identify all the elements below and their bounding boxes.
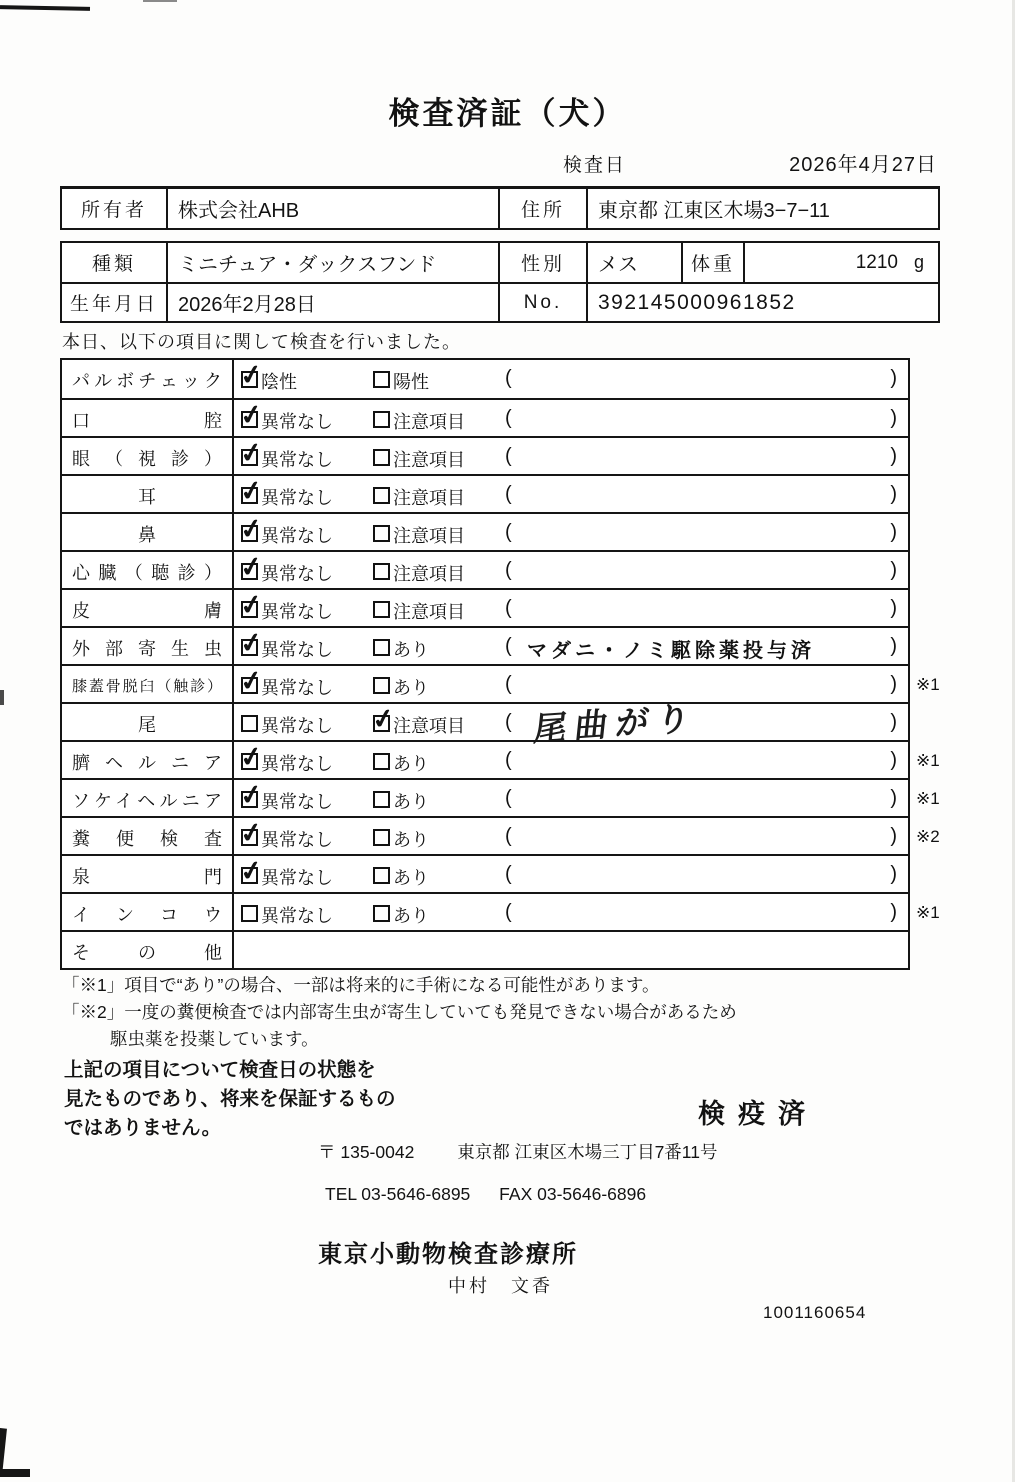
handwritten-note: 尾曲がり bbox=[532, 699, 700, 748]
birthdate-value: 2026年2月28日 bbox=[166, 284, 498, 321]
checklist-row-label: その他 bbox=[62, 932, 234, 968]
paren-close: ) bbox=[890, 597, 897, 619]
clinic-address: 東京都 江東区木場三丁目7番11号 bbox=[457, 1142, 718, 1162]
option2-label: あり bbox=[393, 830, 429, 850]
option2-label: 注意項目 bbox=[393, 716, 465, 736]
serial-number: 1001160654 bbox=[763, 1303, 867, 1322]
examiner-name: 中村 文香 bbox=[448, 1276, 553, 1296]
option2-label: あり bbox=[393, 678, 429, 698]
checklist-row-label: 耳 bbox=[62, 476, 234, 512]
checklist-row bbox=[62, 664, 940, 702]
option1-label: 異常なし bbox=[261, 868, 333, 888]
inspection-date-value: 2026年4月27日 bbox=[789, 154, 937, 176]
option1-label: 異常なし bbox=[261, 602, 333, 622]
checklist-row bbox=[62, 699, 908, 748]
checklist-table bbox=[60, 358, 940, 970]
option1-checkbox bbox=[241, 449, 258, 466]
option2-checkbox bbox=[373, 829, 390, 846]
option2-checkbox bbox=[373, 867, 390, 884]
option1-checkbox bbox=[241, 791, 258, 808]
sex-label: 性別 bbox=[498, 243, 586, 282]
option1-label: 異常なし bbox=[261, 412, 333, 432]
option1-checkbox bbox=[241, 371, 258, 388]
paren-close: ) bbox=[890, 559, 897, 581]
paren-open: ( bbox=[505, 407, 512, 429]
checklist-row-label: 眼（視診） bbox=[62, 438, 234, 474]
option1-label: 異常なし bbox=[261, 754, 333, 774]
option2-checkbox bbox=[373, 601, 390, 618]
option2-checkbox bbox=[373, 525, 390, 542]
pet-info-table bbox=[60, 241, 940, 323]
row-footnote-ref: ※2 bbox=[916, 827, 940, 846]
checklist-row-label: パルボチェック bbox=[62, 360, 234, 398]
checklist-row-label: 膝蓋骨脱臼（触診） bbox=[62, 666, 234, 702]
scan-artifact bbox=[0, 690, 4, 705]
checklist-row-label: 泉門 bbox=[62, 856, 234, 892]
disclaimer bbox=[64, 1056, 396, 1143]
footnotes bbox=[62, 972, 737, 1053]
checklist-row-label: 鼻 bbox=[62, 514, 234, 550]
checklist-row bbox=[62, 740, 940, 778]
checklist-row-label: 臍ヘルニア bbox=[62, 742, 234, 778]
option2-checkbox bbox=[373, 715, 390, 732]
option1-label: 異常なし bbox=[261, 450, 333, 470]
option1-checkbox bbox=[241, 829, 258, 846]
paren-close: ) bbox=[890, 863, 897, 885]
option1-label: 異常なし bbox=[261, 678, 333, 698]
checklist-row bbox=[62, 892, 940, 930]
address-value: 東京都 江東区木場3−7−11 bbox=[586, 189, 938, 228]
option2-label: 注意項目 bbox=[393, 450, 465, 470]
weight-unit: g bbox=[913, 252, 924, 272]
option1-label: 異常なし bbox=[261, 526, 333, 546]
paren-open: ( bbox=[505, 749, 512, 771]
checklist-row-label: インコウ bbox=[62, 894, 234, 930]
birthdate-label: 生年月日 bbox=[69, 294, 158, 315]
checklist-row-label: 皮膚 bbox=[62, 590, 234, 626]
checklist-row bbox=[62, 398, 908, 436]
checklist-row-label: ソケイヘルニア bbox=[62, 780, 234, 816]
option1-label: 異常なし bbox=[261, 716, 333, 736]
paren-open: ( bbox=[505, 445, 512, 467]
option2-label: 陽性 bbox=[393, 372, 429, 392]
checklist-row bbox=[62, 474, 908, 512]
inspection-date-label: 検査日 bbox=[563, 155, 627, 176]
checklist-row bbox=[62, 854, 908, 892]
option2-checkbox bbox=[373, 371, 390, 388]
paren-open: ( bbox=[505, 367, 512, 389]
paren-open: ( bbox=[505, 597, 512, 619]
option1-checkbox bbox=[241, 411, 258, 428]
clinic-name: 東京小動物検査診療所 bbox=[318, 1241, 578, 1268]
no-label: No. bbox=[498, 284, 586, 321]
scan-artifact bbox=[0, 1469, 30, 1477]
paren-open: ( bbox=[505, 901, 512, 923]
option2-checkbox bbox=[373, 639, 390, 656]
disclaimer-line-2: 見たものであり、将来を保証するもの bbox=[64, 1088, 396, 1110]
paren-open: ( bbox=[505, 483, 512, 505]
owner-table bbox=[60, 186, 940, 230]
checklist-row bbox=[62, 588, 908, 626]
paren-close: ) bbox=[890, 367, 897, 389]
option1-checkbox bbox=[241, 487, 258, 504]
breed-value: ミニチュア・ダックスフンド bbox=[166, 243, 498, 282]
postal-code: 〒 135-0042 bbox=[318, 1142, 415, 1162]
paren-close: ) bbox=[890, 483, 897, 505]
paren-close: ) bbox=[890, 407, 897, 429]
quarantine-stamp: 検疫済 bbox=[698, 1099, 818, 1129]
option2-label: あり bbox=[393, 868, 429, 888]
option1-checkbox bbox=[241, 525, 258, 542]
owner-label: 所有者 bbox=[80, 200, 147, 221]
paren-close: ) bbox=[890, 825, 897, 847]
option2-checkbox bbox=[373, 449, 390, 466]
checklist-row-label: 尾 bbox=[62, 704, 234, 740]
paren-open: ( bbox=[505, 673, 512, 695]
footnote-3: 駆虫薬を投薬しています。 bbox=[110, 1029, 319, 1049]
option1-checkbox bbox=[241, 753, 258, 770]
address-label: 住所 bbox=[498, 189, 586, 228]
paren-open: ( bbox=[505, 559, 512, 581]
checklist-row-label: 心臓（聴診） bbox=[62, 552, 234, 588]
option1-label: 陰性 bbox=[261, 372, 297, 392]
checklist-row bbox=[62, 778, 940, 816]
option2-label: あり bbox=[393, 792, 429, 812]
option2-label: 注意項目 bbox=[393, 602, 465, 622]
option2-label: あり bbox=[393, 640, 429, 660]
paren-open: ( bbox=[505, 787, 512, 809]
option2-label: 注意項目 bbox=[393, 488, 465, 508]
paren-close: ) bbox=[890, 711, 897, 733]
option2-checkbox bbox=[373, 791, 390, 808]
option1-label: 異常なし bbox=[261, 564, 333, 584]
weight-label: 体重 bbox=[681, 243, 743, 282]
option2-checkbox bbox=[373, 677, 390, 694]
option1-checkbox bbox=[241, 601, 258, 618]
paren-close: ) bbox=[890, 521, 897, 543]
option1-checkbox bbox=[241, 677, 258, 694]
option2-checkbox bbox=[373, 563, 390, 580]
option1-label: 異常なし bbox=[261, 488, 333, 508]
checklist-row bbox=[62, 512, 908, 550]
paren-note: マダニ・ノミ駆除薬投与済 bbox=[527, 640, 815, 662]
checklist-row-label: 糞便検査 bbox=[62, 818, 234, 854]
paren-open: ( bbox=[505, 635, 512, 657]
option1-label: 異常なし bbox=[261, 640, 333, 660]
option1-label: 異常なし bbox=[261, 792, 333, 812]
option2-label: あり bbox=[393, 906, 429, 926]
checklist-row bbox=[62, 930, 908, 968]
paren-close: ) bbox=[890, 787, 897, 809]
option1-checkbox bbox=[241, 639, 258, 656]
option2-checkbox bbox=[373, 905, 390, 922]
footnote-1: 「※1」項目で“あり”の場合、一部は将来的に手術になる可能性があります。 bbox=[62, 975, 660, 995]
weight-value: 1210 bbox=[855, 251, 898, 273]
tel-number: TEL 03-5646-6895 bbox=[325, 1184, 471, 1204]
paren-close: ) bbox=[890, 635, 897, 657]
paren-open: ( bbox=[505, 825, 512, 847]
scan-artifact bbox=[143, 0, 177, 2]
option1-checkbox bbox=[241, 563, 258, 580]
option2-label: あり bbox=[393, 754, 429, 774]
option1-checkbox bbox=[241, 867, 258, 884]
paren-open: ( bbox=[505, 863, 512, 885]
checklist-row bbox=[62, 816, 940, 854]
checklist-row bbox=[62, 550, 908, 588]
breed-label: 種類 bbox=[91, 254, 136, 275]
sex-value: メス bbox=[586, 243, 681, 282]
intro-text: 本日、以下の項目に関して検査を行いました。 bbox=[62, 332, 461, 352]
disclaimer-line-1: 上記の項目について検査日の状態を bbox=[64, 1059, 376, 1081]
scan-artifact bbox=[0, 1428, 7, 1472]
fax-number: FAX 03-5646-6896 bbox=[499, 1184, 647, 1204]
option1-checkbox bbox=[241, 715, 258, 732]
checklist-row-label: 外部寄生虫 bbox=[62, 628, 234, 664]
option2-checkbox bbox=[373, 411, 390, 428]
document-title: 検査済証（犬） bbox=[388, 96, 627, 131]
option1-label: 異常なし bbox=[261, 830, 333, 850]
option2-label: 注意項目 bbox=[393, 564, 465, 584]
checklist-row bbox=[62, 626, 908, 664]
owner-name: 株式会社AHB bbox=[166, 189, 498, 228]
row-footnote-ref: ※1 bbox=[916, 903, 940, 922]
paren-close: ) bbox=[890, 749, 897, 771]
option2-label: 注意項目 bbox=[393, 526, 465, 546]
option1-checkbox bbox=[241, 905, 258, 922]
disclaimer-line-3: ではありません。 bbox=[64, 1117, 222, 1139]
row-footnote-ref: ※1 bbox=[916, 789, 940, 808]
row-footnote-ref: ※1 bbox=[916, 675, 940, 694]
paren-close: ) bbox=[890, 673, 897, 695]
option2-checkbox bbox=[373, 753, 390, 770]
no-value: 392145000961852 bbox=[586, 284, 938, 321]
option1-label: 異常なし bbox=[261, 906, 333, 926]
checklist-row bbox=[62, 360, 908, 398]
paren-close: ) bbox=[890, 445, 897, 467]
paren-open: ( bbox=[505, 711, 512, 733]
paren-close: ) bbox=[890, 901, 897, 923]
row-footnote-ref: ※1 bbox=[916, 751, 940, 770]
option2-checkbox bbox=[373, 487, 390, 504]
checklist-row-label: 口腔 bbox=[62, 400, 234, 436]
scan-artifact bbox=[0, 5, 90, 11]
paren-open: ( bbox=[505, 521, 512, 543]
checklist-row bbox=[62, 436, 908, 474]
option2-label: 注意項目 bbox=[393, 412, 465, 432]
footnote-2: 「※2」一度の糞便検査では内部寄生虫が寄生していても発見できない場合があるため bbox=[62, 1002, 737, 1022]
